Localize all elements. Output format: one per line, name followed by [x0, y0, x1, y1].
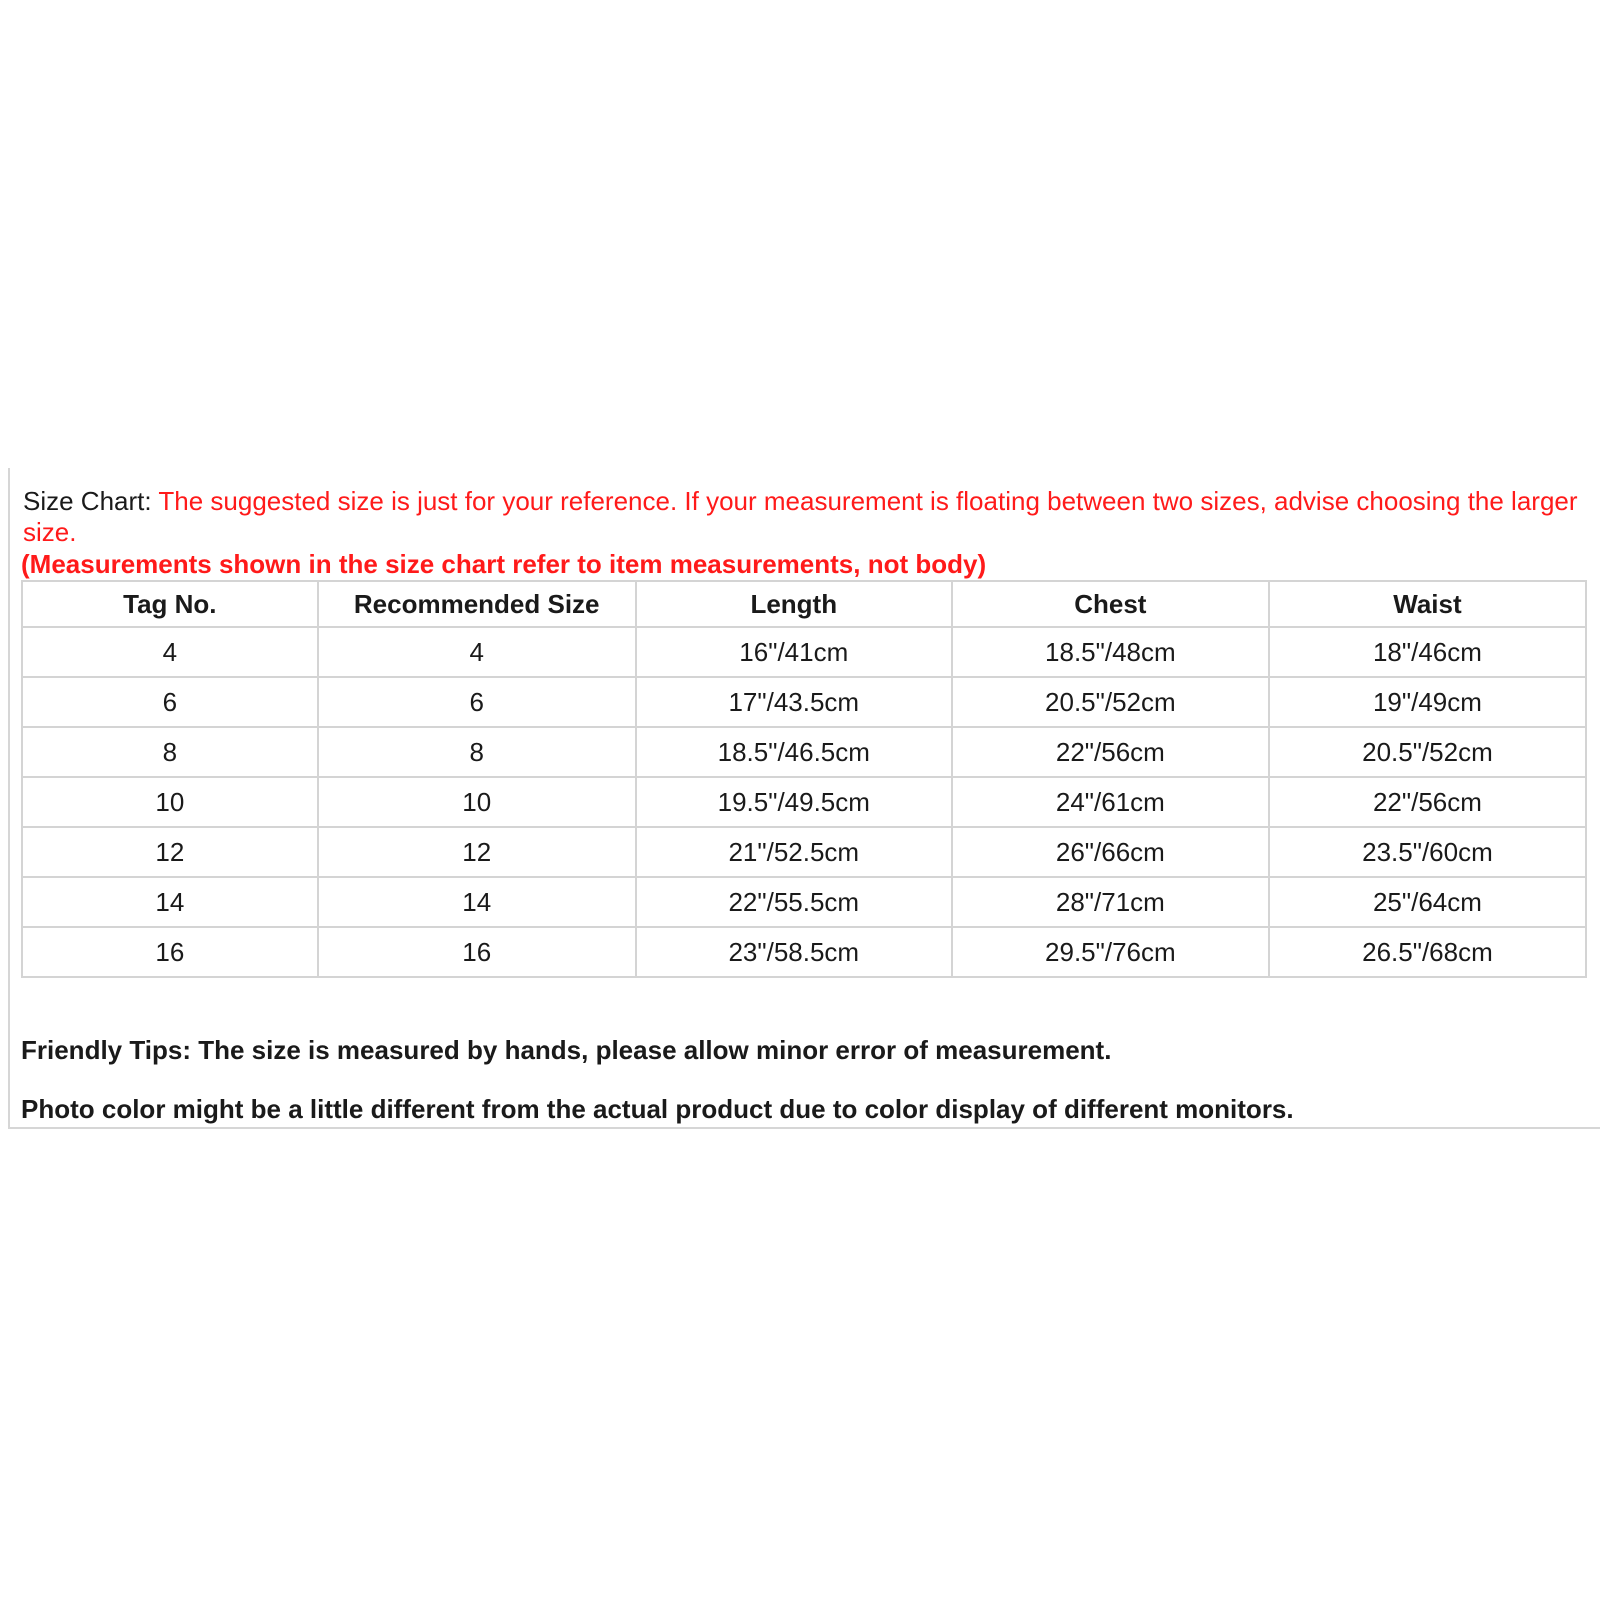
cell-chest: 20.5"/52cm	[952, 677, 1269, 727]
photo-color-note: Photo color might be a little different from the actual product due to color display of different monitors.	[21, 1094, 1294, 1124]
header-recommended-size: Recommended Size	[318, 581, 636, 627]
size-table	[21, 580, 1587, 978]
cell-length: 16"/41cm	[636, 627, 952, 677]
cell-recommended-size: 4	[318, 627, 636, 677]
header-length: Length	[636, 581, 952, 627]
cell-tag-no: 6	[22, 677, 318, 727]
size-chart-panel	[8, 468, 1600, 1129]
cell-chest: 24"/61cm	[952, 777, 1269, 827]
table-row	[22, 627, 1586, 677]
cell-tag-no: 12	[22, 827, 318, 877]
cell-chest: 22"/56cm	[952, 727, 1269, 777]
cell-tag-no: 4	[22, 627, 318, 677]
cell-waist: 23.5"/60cm	[1269, 827, 1586, 877]
table-row	[22, 877, 1586, 927]
header-tag-no: Tag No.	[22, 581, 318, 627]
cell-waist: 25"/64cm	[1269, 877, 1586, 927]
cell-tag-no: 10	[22, 777, 318, 827]
cell-chest: 18.5"/48cm	[952, 627, 1269, 677]
table-row	[22, 777, 1586, 827]
cell-chest: 28"/71cm	[952, 877, 1269, 927]
cell-waist: 22"/56cm	[1269, 777, 1586, 827]
size-chart-label: Size Chart	[23, 486, 145, 516]
cell-recommended-size: 12	[318, 827, 636, 877]
table-row	[22, 727, 1586, 777]
header-waist: Waist	[1269, 581, 1586, 627]
cell-waist: 18"/46cm	[1269, 627, 1586, 677]
cell-chest: 29.5"/76cm	[952, 927, 1269, 977]
cell-tag-no: 8	[22, 727, 318, 777]
cell-waist: 26.5"/68cm	[1269, 927, 1586, 977]
size-chart-intro	[23, 486, 1583, 548]
cell-recommended-size: 6	[318, 677, 636, 727]
table-row	[22, 827, 1586, 877]
header-chest: Chest	[952, 581, 1269, 627]
table-header-row	[22, 581, 1586, 627]
cell-waist: 20.5"/52cm	[1269, 727, 1586, 777]
cell-waist: 19"/49cm	[1269, 677, 1586, 727]
cell-length: 23"/58.5cm	[636, 927, 952, 977]
cell-length: 22"/55.5cm	[636, 877, 952, 927]
cell-length: 19.5"/49.5cm	[636, 777, 952, 827]
measurement-note: (Measurements shown in the size chart refer to item measurements, not body)	[21, 549, 987, 579]
table-row	[22, 677, 1586, 727]
table-row	[22, 927, 1586, 977]
cell-recommended-size: 10	[318, 777, 636, 827]
cell-length: 18.5"/46.5cm	[636, 727, 952, 777]
cell-length: 17"/43.5cm	[636, 677, 952, 727]
friendly-tip: Friendly Tips: The size is measured by hands, please allow minor error of measurement.	[21, 1035, 1112, 1065]
cell-recommended-size: 14	[318, 877, 636, 927]
cell-tag-no: 14	[22, 877, 318, 927]
cell-recommended-size: 8	[318, 727, 636, 777]
size-chart-advice: The suggested size is just for your reference. If your measurement is floating between two sizes, advise choosing the larger size.	[23, 486, 1578, 547]
cell-length: 21"/52.5cm	[636, 827, 952, 877]
cell-chest: 26"/66cm	[952, 827, 1269, 877]
cell-tag-no: 16	[22, 927, 318, 977]
cell-recommended-size: 16	[318, 927, 636, 977]
size-chart-separator: :	[144, 486, 159, 516]
